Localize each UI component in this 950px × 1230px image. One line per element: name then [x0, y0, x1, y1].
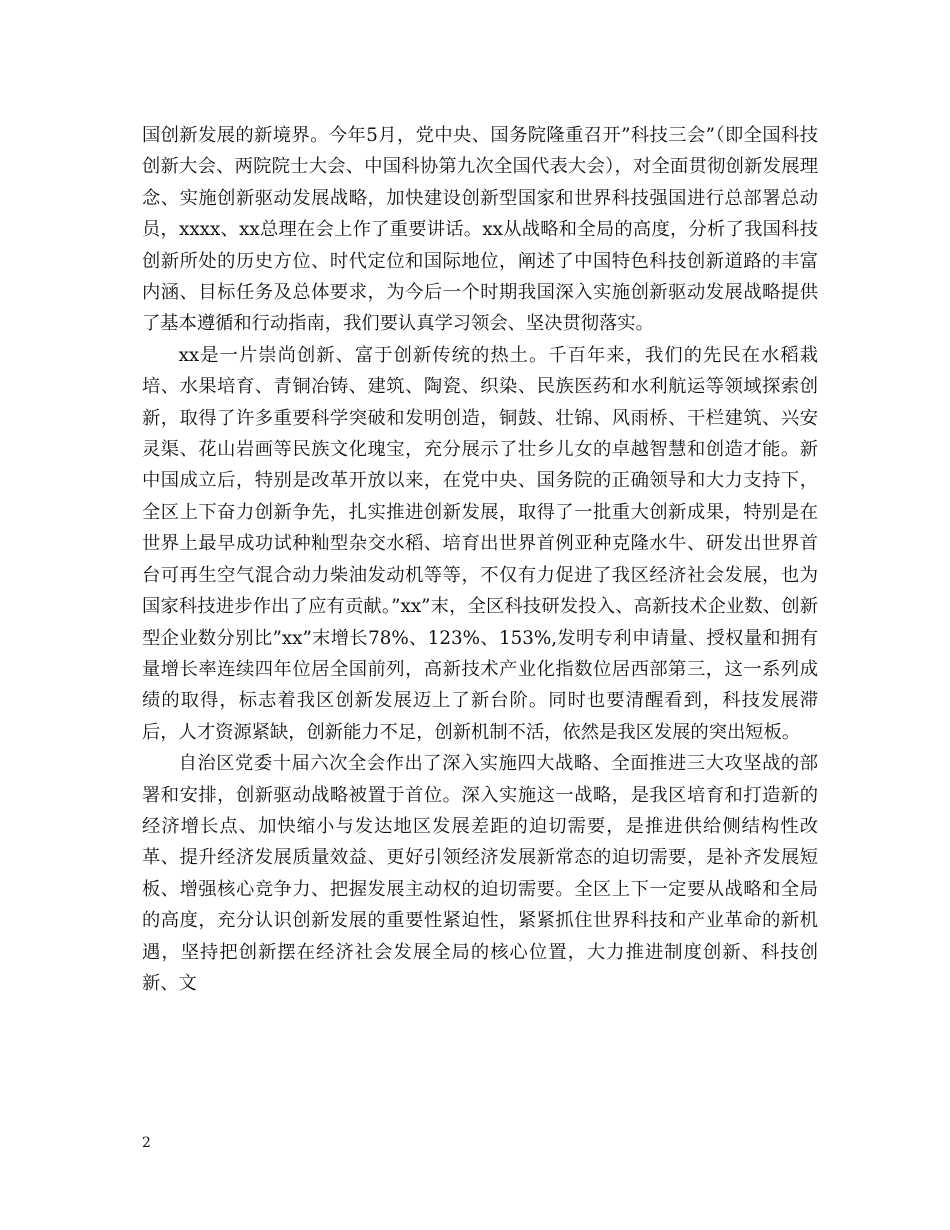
- page-number: 2: [142, 1135, 151, 1151]
- paragraph-2: xx是一片崇尚创新、富于创新传统的热土。千百年来，我们的先民在水稻栽培、水果培育、青铜冶铸、建筑、陶瓷、织染、民族医药和水利航运等领域探索创新，取得了许多重要科学突破和发明创造，铜鼓、壮锦、风雨桥、干栏建筑、兴安灵渠、花山岩画等民族文化瑰宝，充分展示了壮乡儿女的卓越智慧和创造才能。新中国成立后，特别是改革开放以来，在党中央、国务院的正确领导和大力支持下，全区上下奋力创新争先，扎实推进创新发展，取得了一批重大创新成果，特别是在世界上最早成功试种籼型杂交水稻、培育出世界首例亚种克隆水牛、研发出世界首台可再生空气混合动力柴油发动机等等，不仅有力促进了我区经济社会发展，也为国家科技进步作出了应有贡献。”xx”末，全区科技研发投入、高新技术企业数、创新型企业数分别比”xx”末增长78%、123%、153%,发明专利申请量、授权量和拥有量增长率连续四年位居全国前列，高新技术产业化指数位居西部第三，这一系列成绩的取得，标志着我区创新发展迈上了新台阶。同时也要清醒看到，科技发展滞后，人才资源紧缺，创新能力不足，创新机制不活，依然是我区发展的突出短板。: [142, 344, 818, 743]
- paragraph-3: 自治区党委十届六次全会作出了深入实施四大战略、全面推进三大攻坚战的部署和安排，创新驱动战略被置于首位。深入实施这一战略，是我区培育和打造新的经济增长点、加快缩小与发达地区发展差距的迫切需要，是推进供给侧结构性改革、提升经济发展质量效益、更好引领经济发展新常态的迫切需要，是补齐发展短板、增强核心竞争力、把握发展主动权的迫切需要。全区上下一定要从战略和全局的高度，充分认识创新发展的重要性紧迫性，紧紧抓住世界科技和产业革命的新机遇，坚持把创新摆在经济社会发展全局的核心位置，大力推进制度创新、科技创新、文: [142, 753, 818, 994]
- body-text: [142, 120, 818, 999]
- paragraph-1: 国创新发展的新境界。今年5月，党中央、国务院隆重召开”科技三会”（即全国科技创新大会、两院院士大会、中国科协第九次全国代表大会），对全面贯彻创新发展理念、实施创新驱动发展战略，加快建设创新型国家和世界科技强国进行总部署总动员，xxxx、xx总理在会上作了重要讲话。xx从战略和全局的高度，分析了我国科技创新所处的历史方位、时代定位和国际地位，阐述了中国特色科技创新道路的丰富内涵、目标任务及总体要求，为今后一个时期我国深入实施创新驱动发展战略提供了基本遵循和行动指南，我们要认真学习领会、坚决贯彻落实。: [142, 125, 818, 335]
